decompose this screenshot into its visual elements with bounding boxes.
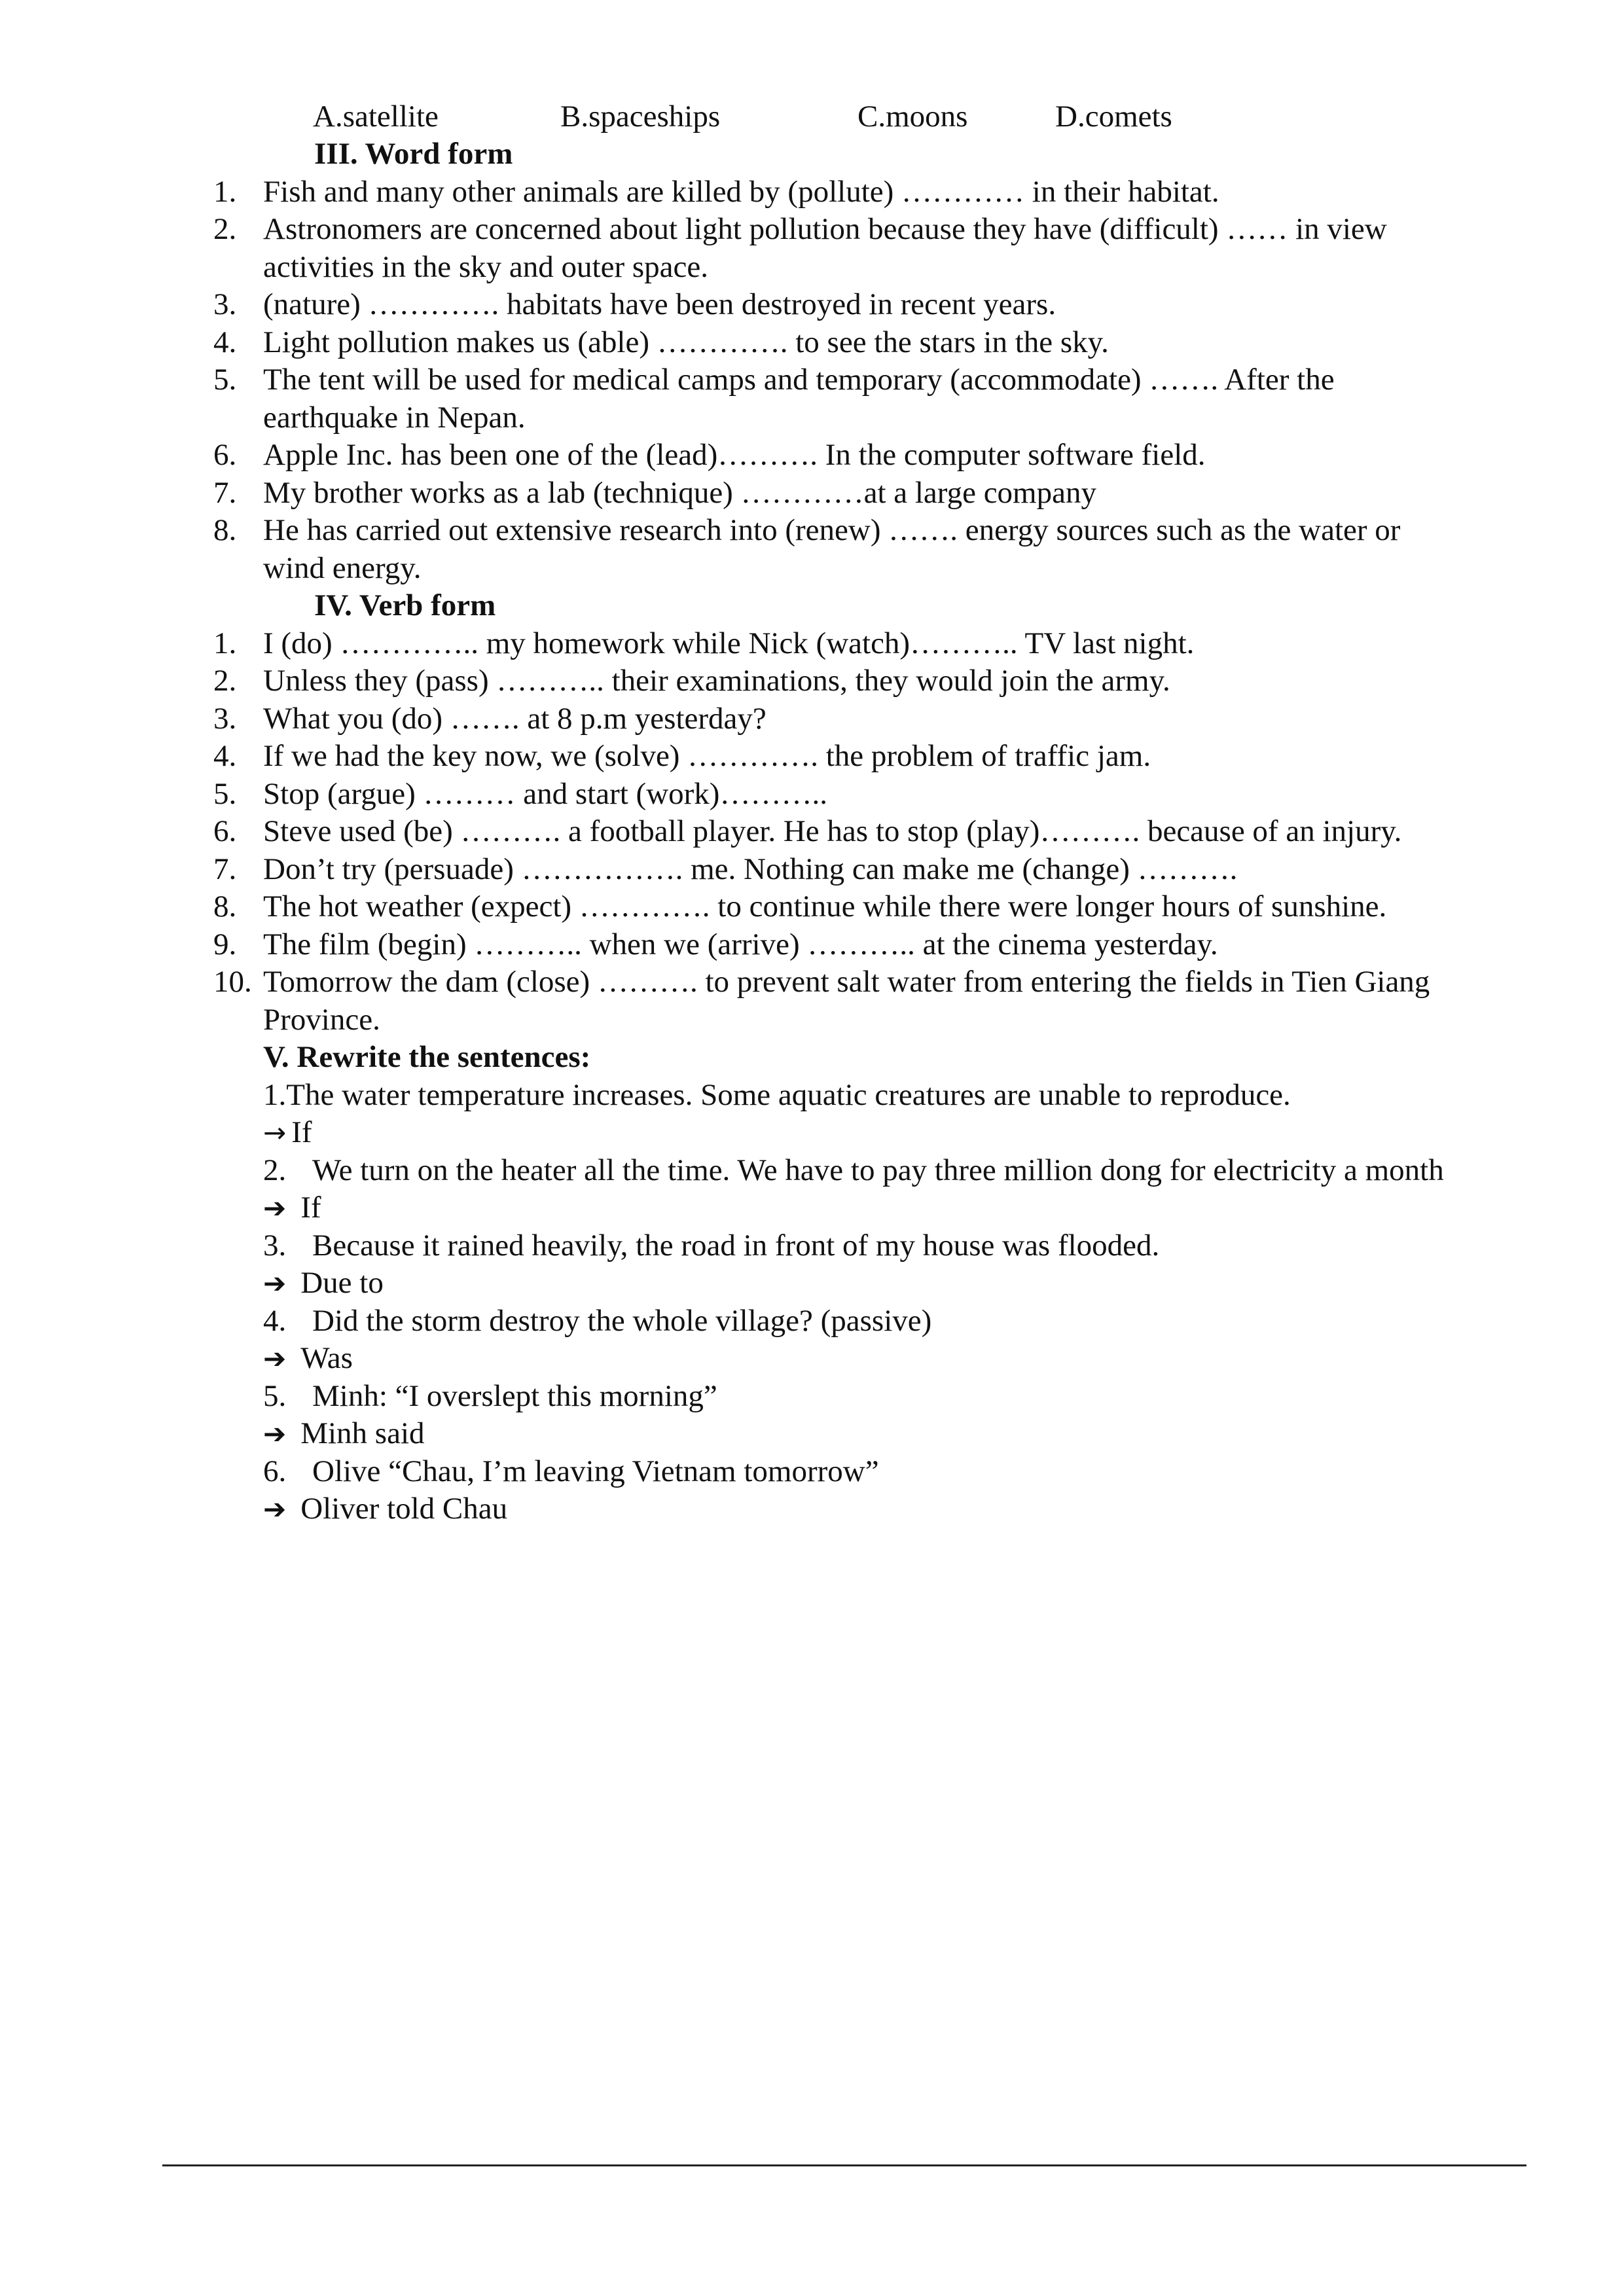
bold-right-arrow-icon: ➔ bbox=[263, 1342, 287, 1374]
option-d: D.comets bbox=[1055, 99, 1172, 134]
item-number: 4. bbox=[213, 739, 237, 773]
item-number: 4. bbox=[213, 325, 237, 359]
item-number: 5. bbox=[263, 1379, 287, 1413]
item-text: Apple Inc. has been one of the (lead)………. In the computer software field. bbox=[263, 438, 1206, 472]
option-c: C.moons bbox=[857, 99, 968, 134]
sentence-text: Did the storm destroy the whole village? (passive) bbox=[312, 1304, 932, 1338]
item-number: 1. bbox=[213, 175, 237, 209]
item-text: Astronomers are concerned about light pollution because they have (difficult) …… in view bbox=[263, 212, 1387, 246]
item-number: 9. bbox=[213, 927, 237, 961]
rewrite-prompt bbox=[263, 1265, 384, 1302]
bold-right-arrow-icon: ➔ bbox=[263, 1267, 287, 1299]
item-text: Light pollution makes us (able) …………. to see the stars in the sky. bbox=[263, 325, 1109, 359]
item-text: He has carried out extensive research into (renew) ……. energy sources such as the water or bbox=[263, 513, 1401, 547]
item-number: 10. bbox=[213, 965, 252, 999]
item-number: 7. bbox=[213, 852, 237, 886]
item-number: 3. bbox=[213, 287, 237, 321]
prompt-text: Minh said bbox=[300, 1416, 425, 1450]
item-number: 6. bbox=[263, 1454, 287, 1488]
item-number: 5. bbox=[213, 363, 237, 397]
item-number: 8. bbox=[213, 513, 237, 547]
item-text: The hot weather (expect) …………. to continue while there were longer hours of sunshine. bbox=[263, 889, 1387, 924]
prompt-text: If bbox=[291, 1115, 312, 1149]
item-number: 1. bbox=[213, 626, 237, 660]
item-number: 6. bbox=[213, 814, 237, 848]
option-a: A.satellite bbox=[313, 99, 439, 134]
item-number: 3. bbox=[213, 702, 237, 736]
bold-right-arrow-icon: ➔ bbox=[263, 1192, 287, 1224]
section-heading-verb-form: IV. Verb form bbox=[314, 588, 496, 622]
section-heading-rewrite: V. Rewrite the sentences: bbox=[263, 1040, 591, 1074]
prompt-text: Due to bbox=[300, 1266, 384, 1300]
item-number: 3. bbox=[263, 1229, 287, 1263]
sentence-text: Minh: “I overslept this morning” bbox=[312, 1379, 717, 1413]
sentence-text: The water temperature increases. Some aquatic creatures are unable to reproduce. bbox=[286, 1078, 1291, 1112]
item-number: 6. bbox=[213, 438, 237, 472]
item-number: 2. bbox=[213, 664, 237, 698]
item-number: 5. bbox=[213, 777, 237, 811]
prompt-text: If bbox=[300, 1191, 321, 1225]
item-text: Tomorrow the dam (close) ………. to prevent salt water from entering the fields in Tien Giang bbox=[263, 965, 1430, 999]
item-text-continued: earthquake in Nepan. bbox=[263, 401, 526, 435]
item-number: 1. bbox=[263, 1078, 287, 1112]
item-text: The tent will be used for medical camps and temporary (accommodate) ……. After the bbox=[263, 363, 1335, 397]
sentence-text: We turn on the heater all the time. We have to pay three million dong for electricity a month bbox=[312, 1153, 1444, 1187]
rewrite-prompt bbox=[263, 1340, 353, 1377]
item-text: Steve used (be) ………. a football player. He has to stop (play)………. because of an injury. bbox=[263, 814, 1402, 848]
item-text: My brother works as a lab (technique) …………at a large company bbox=[263, 476, 1096, 510]
item-number: 8. bbox=[213, 889, 237, 924]
bold-right-arrow-icon: ➔ bbox=[263, 1418, 287, 1450]
rewrite-prompt bbox=[263, 1114, 312, 1151]
item-text-continued: Province. bbox=[263, 1003, 380, 1037]
item-text: I (do) ………….. my homework while Nick (watch)……….. TV last night. bbox=[263, 626, 1195, 660]
option-b: B.spaceships bbox=[560, 99, 721, 134]
item-text: The film (begin) ……….. when we (arrive) ……….. at the cinema yesterday. bbox=[263, 927, 1218, 961]
bold-right-arrow-icon: ➔ bbox=[263, 1493, 287, 1525]
footer-divider bbox=[162, 2164, 1526, 2166]
prompt-text: Was bbox=[300, 1341, 353, 1375]
item-text-continued: activities in the sky and outer space. bbox=[263, 250, 708, 284]
item-text: If we had the key now, we (solve) …………. the problem of traffic jam. bbox=[263, 739, 1151, 773]
rewrite-prompt bbox=[263, 1415, 425, 1452]
rewrite-prompt bbox=[263, 1189, 321, 1227]
item-number: 2. bbox=[263, 1153, 287, 1187]
prompt-text: Oliver told Chau bbox=[300, 1492, 508, 1526]
item-number: 4. bbox=[263, 1304, 287, 1338]
item-text bbox=[263, 1077, 1291, 1114]
section-heading-word-form: III. Word form bbox=[314, 137, 513, 171]
rewrite-prompt bbox=[263, 1490, 507, 1528]
sentence-text: Olive “Chau, I’m leaving Vietnam tomorrow” bbox=[312, 1454, 879, 1488]
item-number: 7. bbox=[213, 476, 237, 510]
item-text: What you (do) ……. at 8 p.m yesterday? bbox=[263, 702, 767, 736]
item-number: 2. bbox=[213, 212, 237, 246]
item-text: Stop (argue) ……… and start (work)……….. bbox=[263, 777, 827, 811]
item-text-continued: wind energy. bbox=[263, 551, 422, 585]
item-text: Unless they (pass) ……….. their examinations, they would join the army. bbox=[263, 664, 1170, 698]
item-text: (nature) …………. habitats have been destroyed in recent years. bbox=[263, 287, 1056, 321]
sentence-text: Because it rained heavily, the road in front of my house was flooded. bbox=[312, 1229, 1160, 1263]
right-arrow-icon: → bbox=[263, 1117, 287, 1149]
item-text: Fish and many other animals are killed by (pollute) ………… in their habitat. bbox=[263, 175, 1219, 209]
item-text: Don’t try (persuade) ……………. me. Nothing can make me (change) ………. bbox=[263, 852, 1238, 886]
